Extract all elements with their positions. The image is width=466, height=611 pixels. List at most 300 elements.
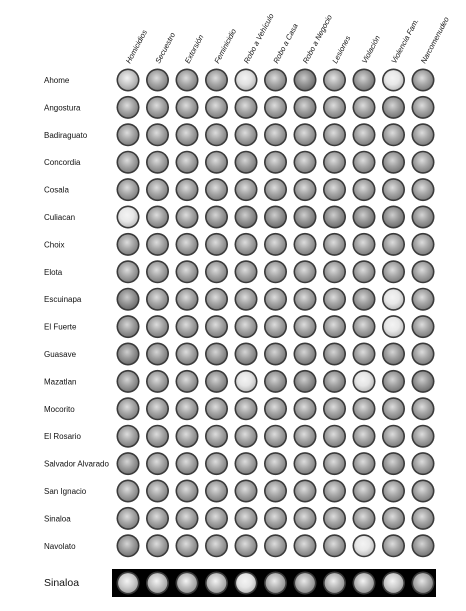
heatmap-cell <box>323 534 346 557</box>
heatmap-cell-fill <box>384 289 404 309</box>
heatmap-cell-fill <box>207 317 227 337</box>
heatmap-cell-fill <box>266 70 286 90</box>
heatmap-cell <box>176 343 199 366</box>
heatmap-cell <box>235 370 258 393</box>
heatmap-cell <box>117 370 140 393</box>
heatmap-cell-fill <box>148 426 168 446</box>
heatmap-cell-fill <box>148 180 168 200</box>
heatmap-cell-fill <box>295 152 315 172</box>
heatmap-cells <box>117 69 435 558</box>
heatmap-cell-fill <box>384 125 404 145</box>
heatmap-cell <box>412 206 435 229</box>
heatmap-cell <box>235 425 258 448</box>
heatmap-cell-fill <box>207 426 227 446</box>
heatmap-cell-fill <box>177 262 197 282</box>
heatmap-cell <box>323 425 346 448</box>
heatmap-cell-fill <box>325 289 345 309</box>
row-label: San Ignacio <box>44 487 87 496</box>
heatmap-cell <box>146 507 169 530</box>
column-labels <box>124 12 451 65</box>
heatmap-cell <box>294 178 317 201</box>
heatmap-cell-fill <box>354 180 374 200</box>
heatmap-cell <box>353 480 376 503</box>
total-cell-fill <box>177 573 197 593</box>
heatmap-cell <box>382 233 405 256</box>
row-label: Choix <box>44 240 65 250</box>
heatmap-cell <box>146 315 169 338</box>
row-label: Escuinapa <box>44 295 82 305</box>
heatmap-cell <box>294 206 317 229</box>
heatmap-cell <box>323 69 346 92</box>
total-cell-fill <box>413 573 433 593</box>
heatmap-cell-fill <box>207 481 227 501</box>
total-row-cells <box>117 572 435 595</box>
total-row-label: Sinaloa <box>44 577 80 589</box>
heatmap-cell <box>382 288 405 311</box>
heatmap-cell <box>205 206 228 229</box>
column-label: Secuestro <box>153 30 178 65</box>
heatmap-cell <box>235 260 258 283</box>
heatmap-cell-fill <box>266 235 286 255</box>
heatmap-cell <box>382 260 405 283</box>
heatmap-cell <box>264 206 287 229</box>
row-label: Navolato <box>44 541 76 551</box>
heatmap-cell-fill <box>354 262 374 282</box>
heatmap-cell-fill <box>207 454 227 474</box>
row-label: Badiraguato <box>44 130 88 140</box>
column-label: Homicidios <box>123 28 149 65</box>
heatmap-cell <box>323 397 346 420</box>
heatmap-cell-fill <box>384 317 404 337</box>
heatmap-cell-fill <box>266 125 286 145</box>
heatmap-cell-fill <box>207 180 227 200</box>
heatmap-cell-fill <box>118 180 138 200</box>
heatmap-cell <box>323 260 346 283</box>
heatmap-cell-fill <box>266 289 286 309</box>
column-label: Violencia Fam. <box>389 17 421 65</box>
heatmap-cell-fill <box>236 372 256 392</box>
heatmap-cell <box>382 96 405 119</box>
heatmap-cell-fill <box>295 289 315 309</box>
heatmap-cell <box>117 178 140 201</box>
heatmap-cell-fill <box>295 454 315 474</box>
heatmap-cell <box>382 507 405 530</box>
heatmap-cell <box>146 96 169 119</box>
heatmap-cell-fill <box>295 509 315 529</box>
total-cell-fill <box>384 573 404 593</box>
heatmap-cell-fill <box>236 317 256 337</box>
heatmap-cell-fill <box>266 372 286 392</box>
heatmap-cell-fill <box>148 235 168 255</box>
heatmap-cell-fill <box>207 98 227 118</box>
heatmap-cell <box>382 480 405 503</box>
heatmap-cell-fill <box>325 180 345 200</box>
heatmap-cell-fill <box>118 125 138 145</box>
heatmap-cell-fill <box>118 536 138 556</box>
heatmap-cell <box>235 69 258 92</box>
heatmap-cell <box>176 260 199 283</box>
heatmap-cell <box>382 178 405 201</box>
heatmap-cell <box>205 315 228 338</box>
heatmap-cell-fill <box>266 317 286 337</box>
heatmap-cell-fill <box>354 235 374 255</box>
heatmap-cell-fill <box>384 98 404 118</box>
heatmap-cell-fill <box>413 399 433 419</box>
heatmap-cell <box>117 206 140 229</box>
total-cell-fill <box>354 573 374 593</box>
heatmap-cell <box>294 260 317 283</box>
heatmap-cell <box>382 315 405 338</box>
heatmap-cell-fill <box>207 536 227 556</box>
heatmap-cell-fill <box>325 399 345 419</box>
heatmap-cell <box>412 507 435 530</box>
heatmap-cell-fill <box>325 426 345 446</box>
heatmap-cell <box>353 397 376 420</box>
heatmap-cell <box>264 397 287 420</box>
heatmap-cell <box>323 233 346 256</box>
heatmap-cell <box>146 233 169 256</box>
heatmap-cell-fill <box>384 426 404 446</box>
heatmap-cell <box>235 343 258 366</box>
row-labels <box>44 76 109 551</box>
heatmap-cell <box>117 452 140 475</box>
heatmap-cell <box>235 123 258 146</box>
row-label: Elota <box>44 267 63 277</box>
heatmap-cell <box>117 315 140 338</box>
heatmap-cell-fill <box>413 289 433 309</box>
column-label: Narcomenudeo <box>418 15 451 65</box>
heatmap-cell-fill <box>177 152 197 172</box>
heatmap-cell <box>294 96 317 119</box>
heatmap-cell <box>353 507 376 530</box>
heatmap-cell <box>146 425 169 448</box>
heatmap-cell <box>294 507 317 530</box>
heatmap-cell-fill <box>325 125 345 145</box>
heatmap-cell-fill <box>354 426 374 446</box>
heatmap-cell <box>264 343 287 366</box>
heatmap-cell-fill <box>295 180 315 200</box>
heatmap-cell-fill <box>236 454 256 474</box>
heatmap-cell-fill <box>148 372 168 392</box>
heatmap-cell-fill <box>295 235 315 255</box>
heatmap-cell <box>323 480 346 503</box>
heatmap-cell <box>205 288 228 311</box>
heatmap-cell <box>412 452 435 475</box>
heatmap-cell-fill <box>354 125 374 145</box>
heatmap-cell-fill <box>118 70 138 90</box>
heatmap-cell <box>353 315 376 338</box>
heatmap-cell <box>382 425 405 448</box>
heatmap-cell-fill <box>325 262 345 282</box>
column-label: Robo a Vehículo <box>241 11 276 65</box>
heatmap-cell-fill <box>266 180 286 200</box>
heatmap-cell-fill <box>325 207 345 227</box>
heatmap-cell-fill <box>207 125 227 145</box>
heatmap-cell-fill <box>384 152 404 172</box>
total-cell <box>146 572 169 595</box>
row-label: Concordia <box>44 158 81 168</box>
heatmap-cell-fill <box>413 180 433 200</box>
heatmap-cell-fill <box>354 98 374 118</box>
heatmap-cell-fill <box>384 235 404 255</box>
heatmap-cell-fill <box>266 481 286 501</box>
heatmap-cell-fill <box>354 152 374 172</box>
heatmap-cell <box>294 452 317 475</box>
heatmap-cell-fill <box>354 70 374 90</box>
heatmap-cell-fill <box>384 207 404 227</box>
heatmap-cell-fill <box>207 152 227 172</box>
heatmap-cell-fill <box>236 98 256 118</box>
heatmap-cell-fill <box>118 454 138 474</box>
heatmap-cell <box>323 343 346 366</box>
heatmap-cell-fill <box>118 289 138 309</box>
heatmap-cell <box>235 151 258 174</box>
heatmap-cell-fill <box>413 98 433 118</box>
heatmap-cell-fill <box>325 536 345 556</box>
heatmap-cell-fill <box>118 317 138 337</box>
heatmap-cell-fill <box>207 207 227 227</box>
heatmap-cell-fill <box>384 262 404 282</box>
heatmap-cell <box>353 206 376 229</box>
heatmap-cell-fill <box>148 454 168 474</box>
heatmap-cell <box>353 534 376 557</box>
heatmap-cell <box>235 96 258 119</box>
heatmap-cell-fill <box>148 317 168 337</box>
heatmap-cell-fill <box>236 235 256 255</box>
heatmap-cell <box>235 397 258 420</box>
row-label: El Fuerte <box>44 322 77 332</box>
heatmap-cell <box>412 178 435 201</box>
total-cell <box>117 572 140 595</box>
heatmap-cell-fill <box>148 262 168 282</box>
heatmap-cell <box>235 507 258 530</box>
total-cell <box>264 572 287 595</box>
heatmap-cell <box>176 123 199 146</box>
heatmap-cell-fill <box>207 399 227 419</box>
heatmap-cell-fill <box>325 481 345 501</box>
heatmap-cell-fill <box>177 372 197 392</box>
heatmap-cell <box>146 452 169 475</box>
heatmap-cell <box>264 507 287 530</box>
heatmap-cell-fill <box>295 372 315 392</box>
heatmap-cell <box>264 96 287 119</box>
heatmap-cell <box>382 206 405 229</box>
column-label: Extorsión <box>182 33 206 65</box>
heatmap-cell-fill <box>325 317 345 337</box>
heatmap-cell <box>205 151 228 174</box>
heatmap-cell-fill <box>177 70 197 90</box>
heatmap-cell <box>294 480 317 503</box>
heatmap-cell <box>205 123 228 146</box>
total-cell <box>294 572 317 595</box>
heatmap-cell-fill <box>177 125 197 145</box>
heatmap-cell-fill <box>413 152 433 172</box>
heatmap-cell <box>146 151 169 174</box>
heatmap-cell <box>205 370 228 393</box>
heatmap-cell-fill <box>177 509 197 529</box>
heatmap-cell <box>382 123 405 146</box>
heatmap-cell-fill <box>266 262 286 282</box>
heatmap-cell-fill <box>413 235 433 255</box>
row-label: Mocorito <box>44 404 75 414</box>
heatmap-cell-fill <box>325 372 345 392</box>
heatmap-cell <box>323 206 346 229</box>
heatmap-cell <box>412 343 435 366</box>
heatmap-cell-fill <box>295 536 315 556</box>
heatmap-cell <box>353 96 376 119</box>
heatmap-cell-fill <box>413 70 433 90</box>
column-label: Violación <box>359 33 382 65</box>
heatmap-cell-fill <box>207 509 227 529</box>
heatmap-cell <box>323 452 346 475</box>
heatmap-cell <box>353 343 376 366</box>
heatmap-cell <box>176 151 199 174</box>
heatmap-cell-fill <box>384 481 404 501</box>
heatmap-cell <box>117 480 140 503</box>
heatmap-cell <box>146 260 169 283</box>
heatmap-cell <box>146 123 169 146</box>
heatmap-cell <box>205 178 228 201</box>
heatmap-cell-fill <box>148 70 168 90</box>
heatmap-cell-fill <box>413 536 433 556</box>
heatmap-cell <box>412 233 435 256</box>
heatmap-cell <box>264 315 287 338</box>
heatmap-cell-fill <box>266 536 286 556</box>
heatmap-cell-fill <box>177 207 197 227</box>
heatmap-cell <box>176 480 199 503</box>
heatmap-cell <box>117 288 140 311</box>
heatmap-cell-fill <box>236 262 256 282</box>
heatmap-cell <box>323 315 346 338</box>
heatmap-cell-fill <box>236 289 256 309</box>
heatmap-cell-fill <box>236 70 256 90</box>
heatmap-cell-fill <box>384 454 404 474</box>
heatmap-cell <box>146 480 169 503</box>
total-cell-fill <box>266 573 286 593</box>
heatmap-cell <box>264 288 287 311</box>
total-cell-fill <box>148 573 168 593</box>
heatmap-cell-fill <box>118 426 138 446</box>
heatmap-cell <box>294 343 317 366</box>
heatmap-cell <box>264 69 287 92</box>
total-cell-fill <box>236 573 256 593</box>
heatmap-cell <box>323 123 346 146</box>
heatmap-cell <box>353 452 376 475</box>
heatmap-cell <box>176 206 199 229</box>
heatmap-cell-fill <box>266 509 286 529</box>
heatmap-cell <box>353 370 376 393</box>
heatmap-cell-fill <box>354 454 374 474</box>
heatmap-cell-fill <box>354 399 374 419</box>
heatmap-cell <box>294 233 317 256</box>
row-label: Salvador Alvarado <box>44 459 109 469</box>
heatmap-cell <box>412 260 435 283</box>
heatmap-cell-fill <box>207 70 227 90</box>
heatmap-cell <box>382 534 405 557</box>
heatmap-cell-fill <box>148 125 168 145</box>
heatmap-cell <box>205 534 228 557</box>
heatmap-cell <box>176 397 199 420</box>
heatmap-cell <box>353 260 376 283</box>
heatmap-cell-fill <box>354 344 374 364</box>
heatmap-cell <box>235 480 258 503</box>
heatmap-cell-fill <box>384 536 404 556</box>
heatmap-cell-fill <box>177 317 197 337</box>
heatmap-cell <box>264 480 287 503</box>
heatmap-cell-fill <box>413 207 433 227</box>
heatmap-cell <box>235 206 258 229</box>
total-cell <box>412 572 435 595</box>
heatmap-cell-fill <box>207 262 227 282</box>
heatmap-cell <box>205 507 228 530</box>
heatmap-cell <box>294 315 317 338</box>
heatmap-cell-fill <box>148 481 168 501</box>
heatmap-cell <box>146 343 169 366</box>
heatmap-cell <box>382 69 405 92</box>
heatmap-cell-fill <box>354 207 374 227</box>
heatmap-cell <box>353 178 376 201</box>
heatmap-cell <box>205 343 228 366</box>
row-label: Culiacan <box>44 213 76 222</box>
heatmap-cell <box>412 397 435 420</box>
heatmap-cell-fill <box>325 235 345 255</box>
heatmap-cell-fill <box>236 207 256 227</box>
heatmap-cell-fill <box>236 399 256 419</box>
heatmap-cell-fill <box>413 125 433 145</box>
heatmap-cell <box>235 452 258 475</box>
heatmap-cell <box>117 96 140 119</box>
heatmap-cell-fill <box>413 454 433 474</box>
heatmap-cell-fill <box>207 372 227 392</box>
row-label: Angostura <box>44 103 81 113</box>
heatmap-cell-fill <box>266 454 286 474</box>
row-label: Cosala <box>44 185 69 195</box>
heatmap-cell <box>146 534 169 557</box>
heatmap-cell-fill <box>354 372 374 392</box>
heatmap-cell-fill <box>384 344 404 364</box>
heatmap-cell <box>117 151 140 174</box>
heatmap-cell-fill <box>325 98 345 118</box>
heatmap-cell-fill <box>118 509 138 529</box>
heatmap-cell-fill <box>413 344 433 364</box>
heatmap-cell <box>176 452 199 475</box>
heatmap-cell <box>146 69 169 92</box>
heatmap-cell-fill <box>177 481 197 501</box>
heatmap-cell-fill <box>295 207 315 227</box>
heatmap-cell <box>205 260 228 283</box>
heatmap-cell <box>205 425 228 448</box>
heatmap-cell <box>264 425 287 448</box>
heatmap-cell-fill <box>413 317 433 337</box>
heatmap-cell <box>235 315 258 338</box>
heatmap-cell-fill <box>413 426 433 446</box>
heatmap-cell-fill <box>295 426 315 446</box>
heatmap-cell <box>412 69 435 92</box>
heatmap-cell <box>205 397 228 420</box>
heatmap-cell-fill <box>384 399 404 419</box>
heatmap-cell <box>117 425 140 448</box>
heatmap-cell-fill <box>325 509 345 529</box>
heatmap-cell <box>294 69 317 92</box>
heatmap-cell-fill <box>266 399 286 419</box>
heatmap-cell-fill <box>236 180 256 200</box>
heatmap-cell-fill <box>384 70 404 90</box>
heatmap-cell-fill <box>207 235 227 255</box>
heatmap-cell-fill <box>295 399 315 419</box>
heatmap-cell-fill <box>266 98 286 118</box>
heatmap-cell-fill <box>177 344 197 364</box>
total-cell-fill <box>207 573 227 593</box>
